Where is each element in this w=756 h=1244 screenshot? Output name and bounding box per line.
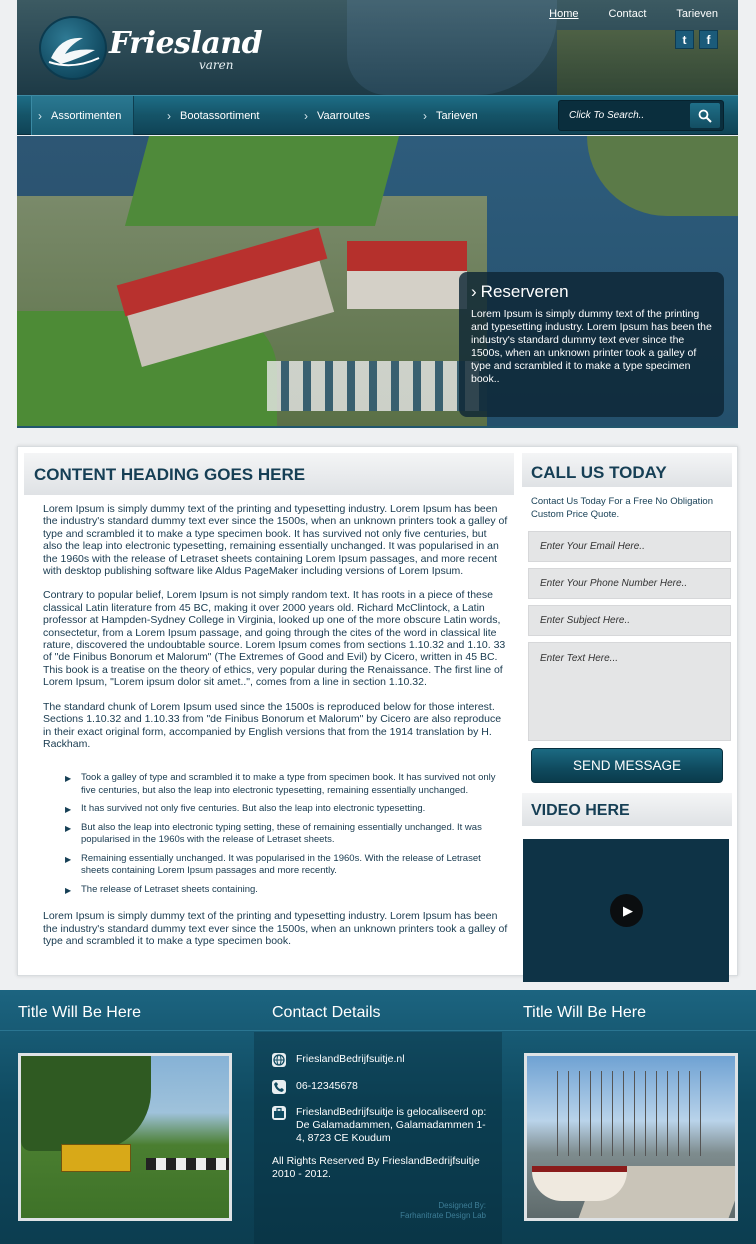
content-body	[18, 495, 508, 948]
content-paragraph: Lorem Ipsum is simply dummy text of the printing and typesetting industry. Lorem Ipsum has been the industry's standard dummy text ever since the 1500s, when an unknown printers took a galley of type and scrambled it to make a type specimen book. It has survived not only five centuries, but also the leap into electronic typesetting, remaining essentially unchanged. It was popularised in an the 1960s with the release of Letraset sheets containing Lorem Ipsum passages, and more recent with desktop publishing software like Aldus PageMaker including versions of Lorem Ipsum.	[43, 503, 508, 578]
social-links	[675, 30, 718, 49]
photo-boat	[532, 1166, 627, 1201]
list-item	[65, 772, 508, 797]
footer-photo-bus-meadow	[18, 1053, 232, 1221]
top-nav	[519, 8, 718, 20]
contact-website-text: FrieslandBedrijfsuitje.nl	[296, 1053, 405, 1065]
contact-address-text: FrieslandBedrijfsuitje is gelocaliseerd op: De Galamadammen, Galamadammen 1-4, 8723 CE Koudum	[296, 1106, 487, 1144]
hero-photo-roof	[347, 241, 467, 271]
nav-item-label: Vaarroutes	[317, 109, 370, 122]
hero-caption-title-text: Reserveren	[480, 282, 569, 301]
logo-swan-icon	[39, 16, 107, 80]
main-nav	[17, 95, 738, 135]
email-field[interactable]	[528, 531, 731, 562]
nav-item-label: Assortimenten	[51, 109, 122, 122]
top-link-contact[interactable]: Contact	[608, 8, 647, 20]
search-icon[interactable]	[690, 103, 720, 128]
sidebar	[522, 447, 738, 975]
footer-right-title: Title Will Be Here	[523, 1004, 646, 1021]
twitter-icon[interactable]: t	[675, 30, 694, 49]
content-paragraph: Lorem Ipsum is simply dummy text of the printing and typesetting industry. Lorem Ipsum has been the industry's standard dummy text ever since the 1500s, when an unknown printers took a galley of type and scrambled it to make a type specimen book.	[43, 910, 508, 948]
triangle-bullet-icon: ▶	[65, 854, 72, 864]
footer-photo-harbor	[524, 1053, 738, 1221]
nav-item-label: Tarieven	[436, 109, 478, 122]
list-item	[65, 853, 508, 878]
globe-icon	[272, 1053, 286, 1067]
footer-divider	[0, 1030, 756, 1031]
hero-photo-marina	[267, 361, 487, 411]
nav-item-tarieven[interactable]	[423, 96, 478, 135]
video-player[interactable]	[523, 839, 729, 982]
copyright-text: All Rights Reserved By FrieslandBedrijfsuitje 2010 - 2012.	[272, 1155, 480, 1180]
content-paragraph: The standard chunk of Lorem Ipsum used since the 1500s is reproduced below for those interest. Sections 1.10.32 and 1.10.33 from "de Finibus Bonorum et Malorum" by Cicero are also reproduce in their exact original form, accompanied by English versions that from the 1914 translation by H. Rackham.	[43, 700, 502, 750]
nav-item-bootassortiment[interactable]	[167, 96, 259, 135]
call-description: Contact Us Today For a Free No Obligation Custom Price Quote.	[531, 496, 713, 520]
top-link-home[interactable]: Home	[549, 8, 579, 20]
hero-caption-title[interactable]	[471, 282, 712, 302]
content-paragraph: Contrary to popular belief, Lorem Ipsum is not simply random text. It has roots in a piece of these classical Latin literature from 45 BC, making it over 2000 years old. Richard McClintock, a Latin professor at Hampden-Sydney College in Virginia, looked up one of the more obscure Latin words, consectetur, from a Lorem Ipsum passage, and going through the cites of the word in classical lite rature, discovered the undoubtable source. Lorem Ipsum comes from sections 1.10.32 and 1.10. 33 of "de Finibus Bonorum et Malorum" (The Extremes of Good and Evil) by Cicero, written in 45 BC. This book is a treatise on the theory of ethics, very popular during the Renaissance. The first line of Lorem Ipsum, "Lorem ipsum dolor sit amet..", comes from a line in section 1.10.32.	[43, 589, 506, 689]
nav-item-vaarroutes[interactable]	[304, 96, 370, 135]
photo-cows	[146, 1158, 231, 1170]
call-heading: CALL US TODAY	[522, 453, 732, 487]
subject-field[interactable]	[528, 605, 731, 636]
nav-item-assortimenten[interactable]	[31, 96, 134, 135]
designer-credit-name: Farhanitrate Design Lab	[400, 1211, 486, 1220]
triangle-bullet-icon: ▶	[65, 885, 72, 895]
site-header	[17, 0, 738, 95]
triangle-bullet-icon: ▶	[65, 805, 72, 815]
logo-name: Friesland	[109, 26, 263, 61]
list-item	[65, 884, 508, 897]
footer-middle-title: Contact Details	[272, 1004, 381, 1021]
hero-caption	[459, 272, 724, 417]
hero-photo-building	[347, 269, 467, 309]
video-heading: VIDEO HERE	[522, 793, 732, 826]
content-bullet-list	[65, 772, 508, 896]
play-icon[interactable]: ▶	[610, 894, 643, 927]
chevron-right-icon: ›	[471, 282, 477, 301]
hero-photo-field	[125, 136, 399, 226]
content-heading: CONTENT HEADING GOES HERE	[24, 453, 514, 495]
contact-phone[interactable]	[272, 1080, 358, 1094]
search-input[interactable]	[559, 101, 691, 130]
search-box	[558, 100, 724, 131]
list-item-text: It has survived not only five centuries. But also the leap into electronic typesetting.	[81, 803, 426, 815]
contact-phone-text: 06-12345678	[296, 1080, 358, 1092]
logo-subtitle: varen	[199, 58, 234, 72]
top-link-tarieven[interactable]: Tarieven	[676, 8, 718, 20]
list-item	[65, 803, 508, 816]
list-item	[65, 822, 508, 847]
list-item-text: Remaining essentially unchanged. It was popularised in the 1960s. With the release of Letraset sheets containing Lorem Ipsum passages and more recently.	[81, 852, 481, 877]
chevron-right-icon: ›	[304, 108, 308, 123]
designer-credit[interactable]	[365, 1201, 486, 1221]
list-item-text: But also the leap into electronic typing setting, these of remaining essentially unchanged. It was popularised in the 1960s with the release of Letraset sheets.	[81, 821, 482, 846]
chevron-right-icon: ›	[167, 108, 171, 123]
message-field[interactable]	[528, 642, 731, 741]
hero-caption-text: Lorem Ipsum is simply dummy text of the printing and typesetting industry. Lorem Ipsum has been the industry's standard dummy text ever since the 1500s, when an unknown printer took a galley of type and scrambled it to make a type specimen book..	[471, 308, 712, 385]
site-logo[interactable]	[39, 16, 263, 80]
facebook-icon[interactable]: f	[699, 30, 718, 49]
main-content	[18, 447, 518, 975]
phone-field[interactable]	[528, 568, 731, 599]
send-message-button[interactable]: SEND MESSAGE	[531, 748, 723, 783]
photo-bus	[61, 1144, 131, 1172]
footer-left-title: Title Will Be Here	[18, 1004, 141, 1021]
list-item-text: The release of Letraset sheets containing.	[81, 883, 258, 895]
triangle-bullet-icon: ▶	[65, 774, 72, 784]
triangle-bullet-icon: ▶	[65, 823, 72, 833]
content-box	[17, 446, 738, 976]
photo-masts	[547, 1071, 707, 1156]
list-item-text: Took a galley of type and scrambled it to make a type from specimen book. It has survived not only five centuries, but also the leap into electronic typesetting, remaining essentially unchanged.	[81, 772, 496, 796]
designer-credit-label: Designed By:	[438, 1201, 486, 1210]
briefcase-icon	[272, 1106, 286, 1120]
chevron-right-icon: ›	[38, 108, 42, 123]
contact-website[interactable]	[272, 1053, 405, 1067]
hero-banner	[17, 136, 738, 428]
chevron-right-icon: ›	[423, 108, 427, 123]
photo-tree	[21, 1056, 151, 1151]
phone-icon	[272, 1080, 286, 1094]
nav-item-label: Bootassortiment	[180, 109, 260, 122]
contact-address	[272, 1106, 492, 1145]
